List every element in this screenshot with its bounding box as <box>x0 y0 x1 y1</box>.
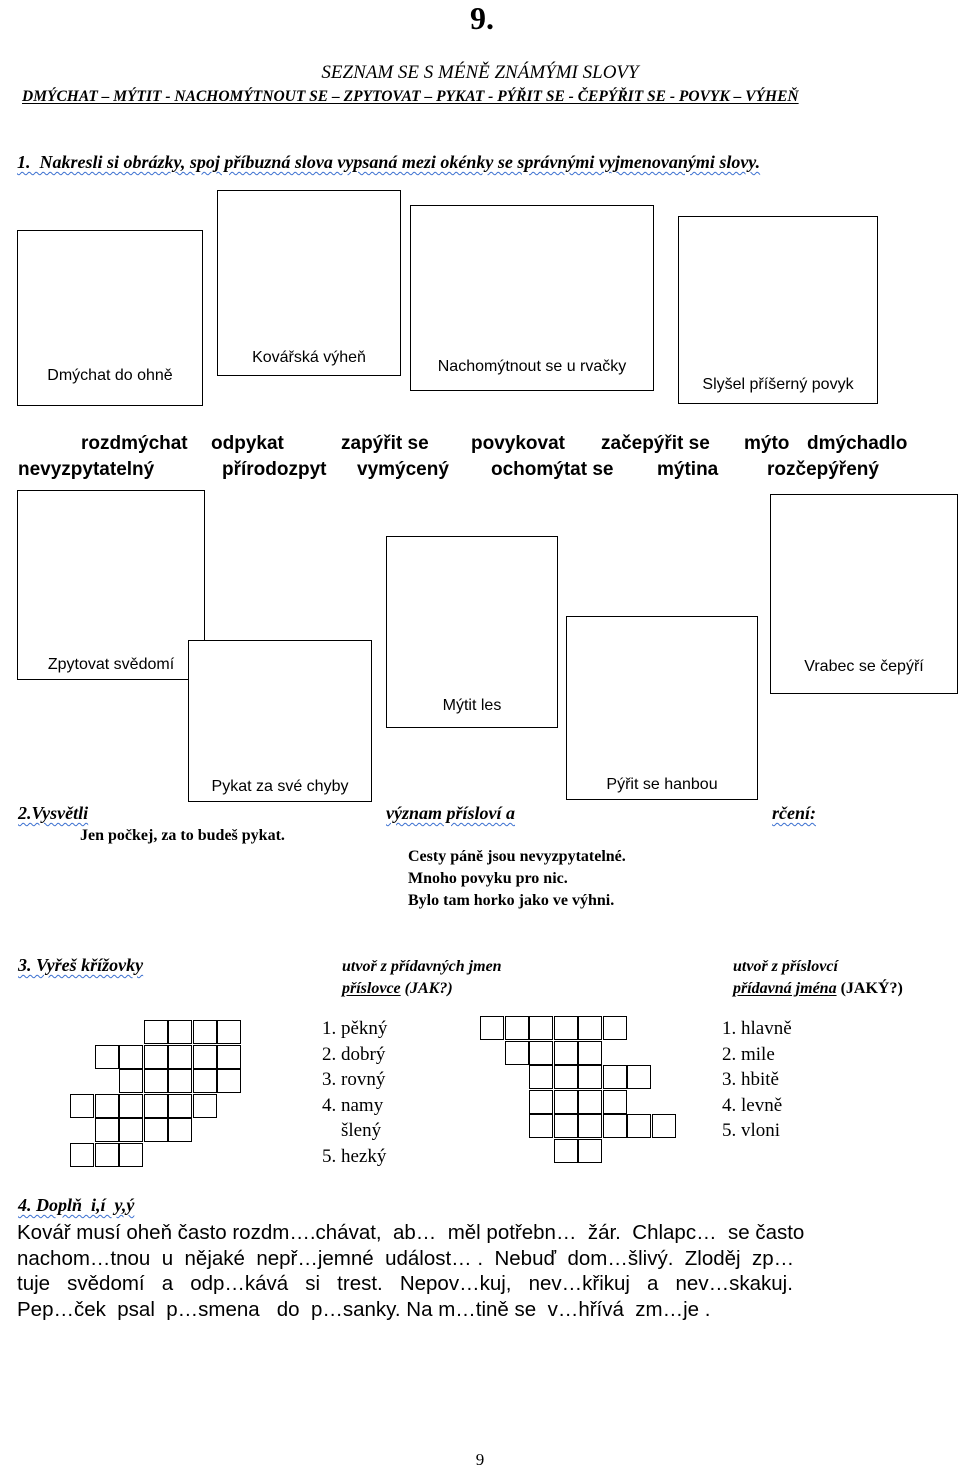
crossword-cell[interactable] <box>193 1069 217 1093</box>
box-label: Pykat za své chyby <box>211 778 349 795</box>
picture-box-nachomytnout <box>410 205 654 391</box>
crossword-cell[interactable] <box>603 1065 627 1089</box>
crossword-cell[interactable] <box>554 1114 578 1138</box>
page-title: 9. <box>470 0 494 36</box>
crossword-cell[interactable] <box>505 1041 529 1065</box>
word-prirodozpyt: přírodozpyt <box>222 459 327 480</box>
crossword-cell[interactable] <box>193 1020 217 1044</box>
crossword-cell[interactable] <box>119 1045 143 1069</box>
crossword-cell[interactable] <box>144 1045 168 1069</box>
right-instruction-word: přídavná jména <box>733 980 837 997</box>
word-povykovat: povykovat <box>471 433 565 454</box>
saying: Bylo tam horko jako ve výhni. <box>408 892 615 909</box>
list-item: 2. mile <box>722 1043 775 1065</box>
crossword-cell[interactable] <box>119 1118 143 1142</box>
box-label: Zpytovat svědomí <box>47 656 175 673</box>
crossword-cell[interactable] <box>144 1069 168 1093</box>
picture-box-vyhen <box>217 190 401 376</box>
crossword-cell[interactable] <box>168 1045 192 1069</box>
saying: Cesty páně jsou nevyzpytatelné. <box>408 848 626 865</box>
crossword-cell[interactable] <box>95 1143 119 1167</box>
box-label: Kovářská výheň <box>252 349 366 366</box>
crossword-cell[interactable] <box>529 1114 553 1138</box>
fill-in-line: nachom…tnou u nějaké nepř…jemné událost… . Nebuď dom…šlivý. Zloděj zp… <box>17 1246 795 1270</box>
crossword-cell[interactable] <box>95 1094 119 1118</box>
crossword-cell[interactable] <box>603 1016 627 1040</box>
word-rozcepyreny: rozčepýřený <box>767 459 879 480</box>
crossword-cell[interactable] <box>554 1090 578 1114</box>
word-ochomytat: ochomýtat se <box>491 459 614 480</box>
word-myto: mýto <box>744 433 790 454</box>
task2-heading-start: 2.Vysvětli <box>18 803 89 823</box>
list-item: 2. dobrý <box>322 1043 386 1065</box>
crossword-cell[interactable] <box>529 1090 553 1114</box>
crossword-cell[interactable] <box>144 1094 168 1118</box>
list-item: 5. hezký <box>322 1145 387 1167</box>
list-item: 4. levně <box>722 1094 783 1116</box>
crossword-cell[interactable] <box>578 1090 602 1114</box>
word-rozdmychat: rozdmýchat <box>81 433 188 454</box>
left-word-list <box>322 1016 387 1169</box>
crossword-cell[interactable] <box>95 1118 119 1142</box>
crossword-cell[interactable] <box>554 1065 578 1089</box>
crossword-cell[interactable] <box>70 1143 94 1167</box>
fill-in-line: tuje svědomí a odp…kává si trest. Nepov…kuj, nev…křikuj a nev…skakuj. <box>17 1272 793 1295</box>
task2-heading-middle: význam přísloví a <box>386 803 515 823</box>
picture-box-pyrit <box>566 616 758 800</box>
picture-box-povyk <box>678 216 878 404</box>
crossword-cell[interactable] <box>168 1020 192 1044</box>
crossword-cell[interactable] <box>144 1118 168 1142</box>
task3-heading: 3. Vyřeš křížovky <box>18 955 144 975</box>
header-subtitle: DMÝCHAT – MÝTIT - NACHOMÝTNOUT SE – ZPYTOVAT – PYKAT - PÝŘIT SE - ČEPÝŘIT SE - POVYK – VÝHEŇ <box>22 88 799 105</box>
crossword-cell[interactable] <box>480 1016 504 1040</box>
list-item: 5. vloni <box>722 1120 781 1141</box>
crossword-cell[interactable] <box>193 1094 217 1118</box>
crossword-cell[interactable] <box>144 1020 168 1044</box>
left-instruction-line2 <box>342 980 453 998</box>
box-label: Nachomýtnout se u rvačky <box>437 358 627 375</box>
crossword-cell[interactable] <box>578 1041 602 1065</box>
crossword-cell[interactable] <box>529 1016 553 1040</box>
word-zacepyrit: začepýřit se <box>601 433 710 454</box>
crossword-cell[interactable] <box>529 1041 553 1065</box>
left-instruction-question: (JAK?) <box>404 980 453 997</box>
crossword-cell[interactable] <box>554 1016 578 1040</box>
saying: Jen počkej, za to budeš pykat. <box>80 827 285 844</box>
box-label: Mýtit les <box>442 697 502 714</box>
list-item: 3. hbitě <box>722 1069 779 1090</box>
list-item: 1. hlavně <box>722 1018 792 1039</box>
word-zapyrit: zapýřit se <box>341 433 429 454</box>
crossword-cell[interactable] <box>168 1118 192 1142</box>
word-mytina: mýtina <box>657 459 719 480</box>
crossword-cell[interactable] <box>70 1094 94 1118</box>
list-item: 4. namy <box>322 1094 384 1116</box>
word-dmychadlo: dmýchadlo <box>807 433 908 454</box>
crossword-cell[interactable] <box>168 1069 192 1093</box>
crossword-cell[interactable] <box>578 1065 602 1089</box>
saying: Mnoho povyku pro nic. <box>408 870 568 887</box>
crossword-cell[interactable] <box>193 1045 217 1069</box>
crossword-cell[interactable] <box>554 1139 578 1163</box>
crossword-cell[interactable] <box>119 1069 143 1093</box>
picture-box-zpytovat <box>17 490 205 680</box>
box-label: Pýřit se hanbou <box>606 776 718 793</box>
word-vymyceny: vymýcený <box>357 459 449 480</box>
crossword-cell[interactable] <box>217 1045 241 1069</box>
crossword-cell[interactable] <box>554 1041 578 1065</box>
left-instruction: utvoř z přídavných jmen <box>342 958 502 975</box>
page-number: 9 <box>475 1450 485 1469</box>
crossword-cell[interactable] <box>627 1065 651 1089</box>
crossword-cell[interactable] <box>217 1020 241 1044</box>
list-item: šlený <box>322 1120 382 1141</box>
right-instruction: utvoř z příslovcí <box>733 958 838 975</box>
task2-heading-end: rčení: <box>772 803 816 823</box>
picture-box-cepyri <box>770 494 958 694</box>
crossword-cell[interactable] <box>652 1114 676 1138</box>
fill-in-text <box>17 1220 957 1322</box>
picture-box-pykat <box>188 640 372 802</box>
right-word-list <box>722 1016 792 1144</box>
crossword-cell[interactable] <box>119 1143 143 1167</box>
fill-in-line: Pep…ček psal p…smena do p…sanky. Na m…tině se v…hřívá zm…je . <box>17 1297 711 1321</box>
crossword-cell[interactable] <box>168 1094 192 1118</box>
crossword-cell[interactable] <box>529 1065 553 1089</box>
task4-heading: 4. Doplň i,í y,ý <box>18 1195 135 1215</box>
box-label: Dmýchat do ohně <box>47 367 173 384</box>
crossword-cell[interactable] <box>119 1094 143 1118</box>
picture-box-dmychat <box>17 230 203 406</box>
left-instruction-word: příslovce <box>342 980 401 997</box>
header-title: SEZNAM SE S MÉNĚ ZNÁMÝMI SLOVY <box>321 62 639 83</box>
word-odpykat: odpykat <box>211 433 284 454</box>
picture-box-mytit <box>386 536 558 728</box>
list-item: 3. rovný <box>322 1069 386 1090</box>
crossword-cell[interactable] <box>578 1139 602 1163</box>
crossword-cell[interactable] <box>627 1114 651 1138</box>
task1-heading: 1. Nakresli si obrázky, spoj příbuzná slova vypsaná mezi okénky se správnými vyjmenovanými slovy. <box>17 152 761 172</box>
crossword-cell[interactable] <box>603 1090 627 1114</box>
crossword-cell[interactable] <box>578 1016 602 1040</box>
right-instruction-question: (JAKÝ?) <box>840 980 903 997</box>
fill-in-line: Kovář musí oheň často rozdm….chávat, ab… měl potřebn… žár. Chlapc… se často <box>17 1221 805 1244</box>
crossword-cell[interactable] <box>95 1045 119 1069</box>
box-label: Slyšel příšerný povyk <box>702 376 854 393</box>
crossword-cell[interactable] <box>217 1069 241 1093</box>
crossword-cell[interactable] <box>603 1114 627 1138</box>
crossword-cell[interactable] <box>578 1114 602 1138</box>
crossword-cell[interactable] <box>505 1016 529 1040</box>
list-item: 1. pěkný <box>322 1018 388 1039</box>
right-instruction-line2 <box>733 980 903 998</box>
word-nevyzpytatelny: nevyzpytatelný <box>18 459 155 480</box>
box-label: Vrabec se čepýří <box>804 658 924 675</box>
